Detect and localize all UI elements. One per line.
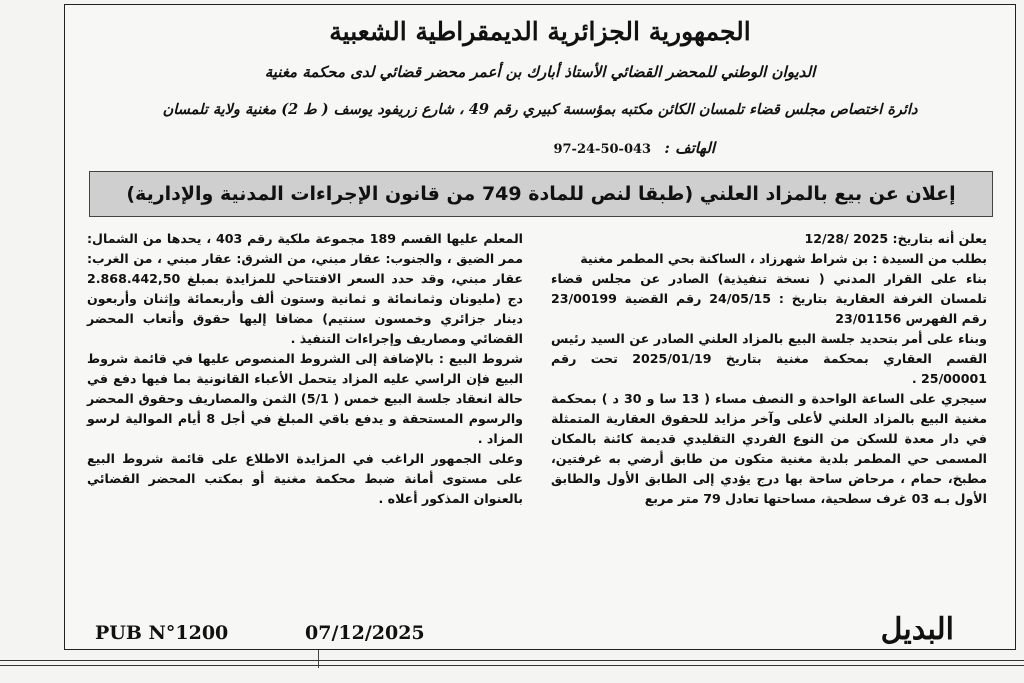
paragraph: بناء على القرار المدني ( نسخة تنفيذية) الصادر عن مجلس قضاء تلمسان الغرفة العقارية بتاريخ : 24/05/15 رقم القضية 23/00199 رقم الفهرس 23/01156 [551,271,988,326]
bailiff-office-line: الديوان الوطني للمحضر القضائي الأستاذ أبارك بن أعمر محضر قضائي لدى محكمة مغنية [264,63,816,81]
paragraph: سيجري على الساعة الواحدة و النصف مساء ( 13 سا و 30 د ) بمحكمة مغنية البيع بالمزاد العلني لأعلى وآخر مزايد للحقوق العقارية المتمثلة في دار معدة للسكن من النوع الفردي التقليدي قديمة كائنة بالمكان المسمى حي المطمر بلدية مغنية متكون من طابق أرضي به غرفتين، مطبخ، حمام ، مرحاض ساحة بها درج يؤدي إلى الطابق الأول والطابق الأول بـه 03 غرف سطحية، مساحتها تعادل 79 متر مربع [551,391,987,506]
paragraph: وبناء على أمر بتحديد جلسة البيع بالمزاد العلني الصادر عن السيد رئيس القسم العقاري بمحكمة مغنية بتاريخ 2025/01/19 تحت رقم 25/00001 . [551,331,988,386]
republic-title: الجمهورية الجزائرية الديمقراطية الشعبية [329,17,751,46]
notice-banner [89,171,993,217]
paragraph: بطلب من السيدة : بن شراط شهرزاد ، الساكنة بحي المطمر مغنية [580,251,987,266]
page-rule [0,660,1024,661]
publication-date: 07/12/2025 [305,622,425,644]
page-rule [0,665,1024,666]
paragraph: شروط البيع : بالإضافة إلى الشروط المنصوص عليها في قائمة شروط البيع فإن الراسي عليه المزاد يتحمل الأعباء القانونية بما فيها دفع في حالة انعقاد جلسة البيع خمس ( 5/1) الثمن والمصاريف وحقوق المحضر والرسوم المستحقة و يدفع باقي المبلغ في أجل 8 أيام الموالية لرسو المزاد . [87,351,523,446]
body-column-right [551,229,987,509]
publication-number: PUB N°1200 [95,622,229,644]
paragraph: وعلى الجمهور الراغب في المزايدة الاطلاع على قائمة شروط البيع على مستوى أمانة ضبط محكمة مغنية أو بمكتب المحضر القضائي بالعنوان المذكور أعلاه . [87,451,523,506]
paragraph: المعلم عليها القسم 189 مجموعة ملكية رقم 403 ، يحدها من الشمال: ممر الضيق ، والجنوب: عقار مبني، من الشرق: عقار مبني ، من الغرب: عقار مبني، وقد حدد السعر الافتتاحي للمزايدة بمبلغ 2.868.442,50 دج (مليونان وثمانمائة و ثمانية وستون ألف وأربعمائة وإثنان وأربعون دينار جزائري وخمسون سنتيم) مضافا إليها حقوق وأتعاب المحضر القضائي ومصاريف وإجراءات التنفيذ . [87,231,523,346]
phone-label: الهاتف : [664,139,715,157]
newspaper-logo: البديل [880,612,954,647]
body-column-left [87,229,523,509]
phone-line [553,139,715,157]
address-line: دائرة اختصاص مجلس قضاء تلمسان الكائن مكتبه بمؤسسة كبيري رقم 49 ، شارع زريفود يوسف ( ط 2) مغنية ولاية تلمسان [162,101,918,118]
auction-notice [64,4,1016,650]
phone-number: 043-50-24-97 [553,142,652,157]
paragraph: يعلن أنه بتاريخ: 2025 /12/28 [804,231,987,246]
banner-title: إعلان عن بيع بالمزاد العلني (طبقا لنص للمادة 749 من قانون الإجراءات المدنية والإدارية) [126,183,956,205]
